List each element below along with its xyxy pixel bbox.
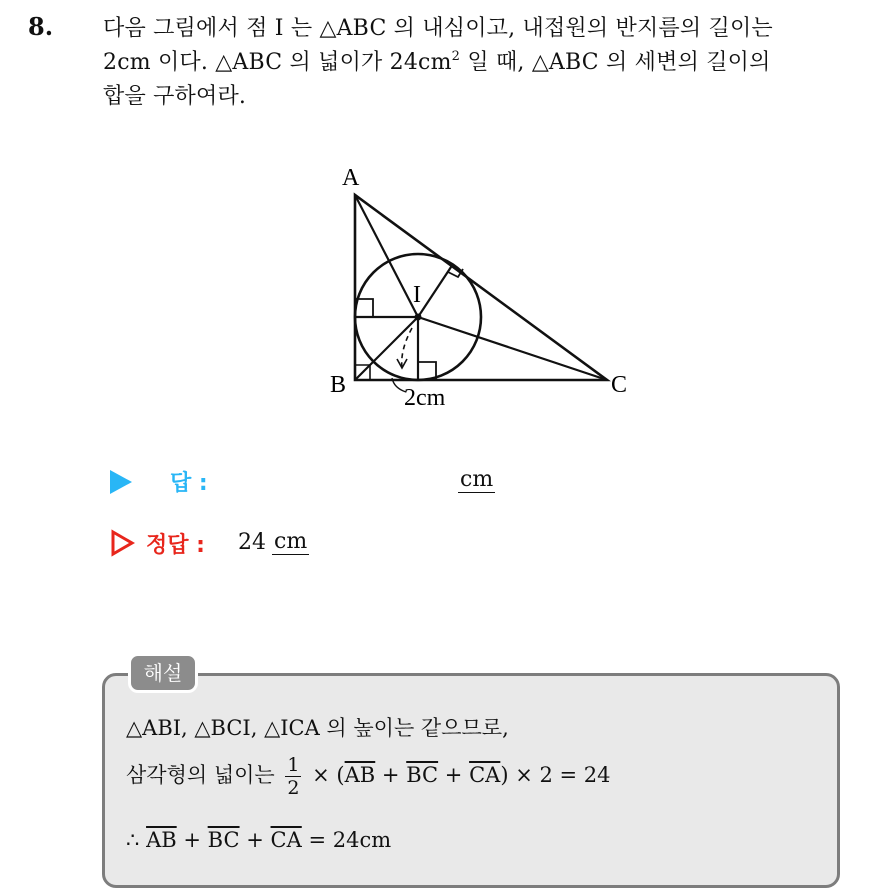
- incenter-point: [415, 314, 422, 321]
- explanation-tag: 해설: [128, 653, 198, 693]
- triangle-abc: [355, 195, 607, 380]
- question-line-2: [103, 46, 863, 80]
- play-arrow-icon: [110, 470, 132, 494]
- segment-ab: $\overline{AB}$: [344, 763, 376, 787]
- answer-blank-unit[interactable]: cm: [460, 467, 494, 492]
- label-vertex-b: B: [330, 372, 347, 398]
- segment-ca-sum: $\overline{CA}$: [270, 828, 302, 852]
- result-equals: = 24cm: [308, 828, 392, 852]
- label-vertex-a: A: [342, 165, 360, 191]
- segment-ab-sum: $\overline{AB}$: [146, 828, 177, 852]
- correct-answer-label: 정답 :: [146, 533, 205, 558]
- triangle-diagram: [320, 160, 650, 420]
- question-line-2-b: 일 때, △ABC 의 세변의 길이의: [460, 50, 771, 75]
- explanation-line-2: [126, 754, 611, 799]
- correct-answer-row: [110, 528, 610, 562]
- superscript-2: 2: [451, 49, 461, 64]
- explanation-line-1: △ABI, △BCI, △ICA 의 높이는 같으므로,: [126, 716, 509, 740]
- times-open-paren: × (: [312, 763, 345, 787]
- outline-arrow-icon: [110, 529, 136, 557]
- question-line-3: 합을 구하여라.: [103, 84, 247, 109]
- radius-indicator-dashed: [402, 328, 412, 368]
- answer-row: [110, 466, 610, 500]
- label-vertex-c: C: [611, 372, 628, 398]
- therefore-symbol: ∴: [126, 828, 140, 852]
- segment-bc-sum: $\overline{BC}$: [207, 828, 240, 852]
- correct-answer-unit: cm: [274, 529, 308, 554]
- triangle-figure: [320, 160, 650, 420]
- question-text: [103, 12, 863, 114]
- segment-ca: $\overline{CA}$: [469, 763, 501, 787]
- explanation-line-2-suffix: ) × 2 = 24: [500, 763, 611, 787]
- fraction-one-half: [285, 754, 301, 799]
- label-radius: 2cm: [404, 385, 446, 411]
- explanation-line-2-prefix: 삼각형의 넓이는: [126, 763, 275, 787]
- fraction-numerator: 1: [287, 754, 300, 776]
- explanation-line-3: [126, 828, 391, 852]
- correct-answer-value: 24: [238, 530, 266, 555]
- radius-to-ac: [418, 264, 453, 317]
- question-line-1: 다음 그림에서 점 I 는 △ABC 의 내심이고, 내접원의 반지름의 길이는: [103, 16, 773, 41]
- label-incenter-i: I: [413, 282, 421, 308]
- fraction-denominator: 2: [287, 777, 300, 799]
- question-line-2-a: 2cm 이다. △ABC 의 넓이가 24cm: [103, 50, 452, 75]
- plus-sign-1: +: [381, 763, 400, 787]
- question-number: 8.: [28, 12, 54, 41]
- plus-sign-3: +: [183, 828, 201, 852]
- segment-ci: [418, 317, 607, 380]
- answer-label: 답 :: [170, 471, 208, 496]
- plus-sign-4: +: [246, 828, 264, 852]
- plus-sign-2: +: [444, 763, 463, 787]
- segment-bc: $\overline{BC}$: [406, 763, 439, 787]
